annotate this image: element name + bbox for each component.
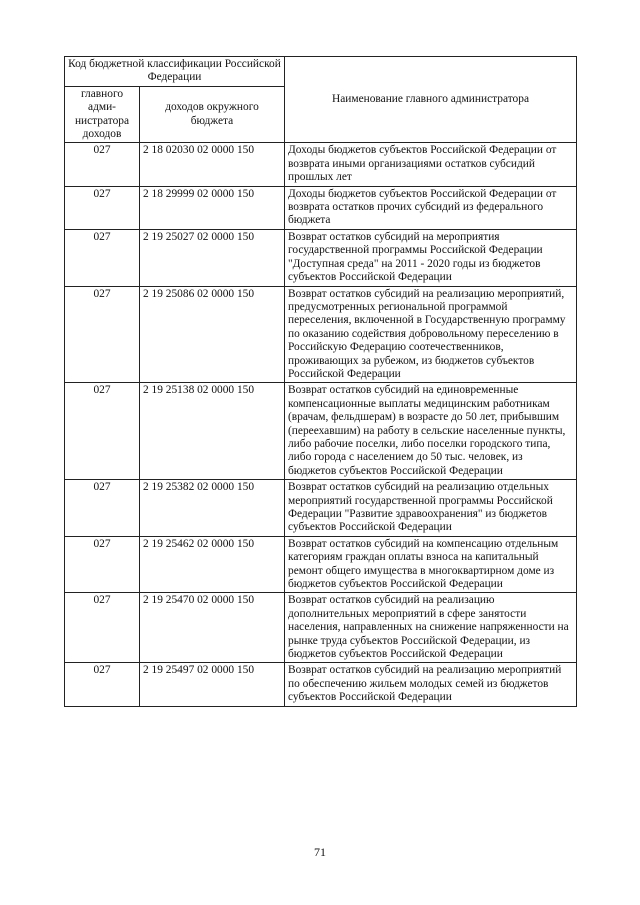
income-code-cell: 2 19 25462 02 0000 150 <box>140 536 285 593</box>
income-code-cell: 2 19 25382 02 0000 150 <box>140 480 285 537</box>
administrator-name-cell: Возврат остатков субсидий на единовременные компенсационные выплаты медицинским работникам (врачам, фельдшерам) в возрасте до 50 лет, прибывшим (переехавшим) на работу в сельские населенные пункты, либо рабочие поселки, либо поселки городского типа, либо города с населением до 50 тыс. человек, из бюджетов субъектов Российской Федерации <box>285 383 577 480</box>
table-row <box>65 143 577 186</box>
table-row <box>65 536 577 593</box>
income-code-cell: 2 18 02030 02 0000 150 <box>140 143 285 186</box>
page-number: 71 <box>314 845 326 859</box>
table-row <box>65 186 577 229</box>
income-code-cell: 2 19 25027 02 0000 150 <box>140 229 285 286</box>
income-code-cell: 2 19 25086 02 0000 150 <box>140 286 285 383</box>
table-row <box>65 663 577 706</box>
budget-classification-table <box>64 56 577 707</box>
table-row <box>65 286 577 383</box>
admin-code-cell: 027 <box>65 143 140 186</box>
income-column-header: доходов окружного бюджета <box>140 86 285 143</box>
name-column-header: Наименование главного администратора <box>285 57 577 143</box>
admin-code-cell: 027 <box>65 536 140 593</box>
table-row <box>65 593 577 663</box>
code-group-header: Код бюджетной классификации Российской Федерации <box>65 57 285 87</box>
administrator-name-cell: Возврат остатков субсидий на мероприятия государственной программы Российской Федерации "Доступная среда" на 2011 - 2020 годы из бюджетов субъектов Российской Федерации <box>285 229 577 286</box>
table-row <box>65 480 577 537</box>
table-row <box>65 383 577 480</box>
admin-code-cell: 027 <box>65 286 140 383</box>
income-code-cell: 2 19 25138 02 0000 150 <box>140 383 285 480</box>
admin-code-cell: 027 <box>65 186 140 229</box>
table-header <box>65 57 577 143</box>
admin-column-header: главного адми-нистратора доходов <box>65 86 140 143</box>
admin-code-cell: 027 <box>65 383 140 480</box>
table-row <box>65 229 577 286</box>
income-code-cell: 2 19 25497 02 0000 150 <box>140 663 285 706</box>
administrator-name-cell: Возврат остатков субсидий на реализацию мероприятий, предусмотренных региональной программой переселения, включенной в Государственную программу по оказанию содействия добровольному переселению в Российскую Федерацию соотечественников, проживающих за рубежом, из бюджетов субъектов Российской Федерации <box>285 286 577 383</box>
administrator-name-cell: Доходы бюджетов субъектов Российской Федерации от возврата иными организациями остатков субсидий прошлых лет <box>285 143 577 186</box>
administrator-name-cell: Доходы бюджетов субъектов Российской Федерации от возврата остатков прочих субсидий из федерального бюджета <box>285 186 577 229</box>
admin-code-cell: 027 <box>65 593 140 663</box>
administrator-name-cell: Возврат остатков субсидий на реализацию дополнительных мероприятий в сфере занятости населения, направленных на снижение напряженности на рынке труда субъектов Российской Федерации, из бюджетов субъектов Российской Федерации <box>285 593 577 663</box>
administrator-name-cell: Возврат остатков субсидий на реализацию мероприятий по обеспечению жильем молодых семей из бюджетов субъектов Российской Федерации <box>285 663 577 706</box>
administrator-name-cell: Возврат остатков субсидий на реализацию отдельных мероприятий государственной программы Российской Федерации "Развитие здравоохранения" из бюджетов субъектов Российской Федерации <box>285 480 577 537</box>
income-code-cell: 2 18 29999 02 0000 150 <box>140 186 285 229</box>
admin-code-cell: 027 <box>65 229 140 286</box>
table-body <box>65 143 577 706</box>
admin-code-cell: 027 <box>65 480 140 537</box>
admin-code-cell: 027 <box>65 663 140 706</box>
income-code-cell: 2 19 25470 02 0000 150 <box>140 593 285 663</box>
administrator-name-cell: Возврат остатков субсидий на компенсацию отдельным категориям граждан оплаты взноса на капитальный ремонт общего имущества в многоквартирном доме из бюджетов субъектов Российской Федерации <box>285 536 577 593</box>
